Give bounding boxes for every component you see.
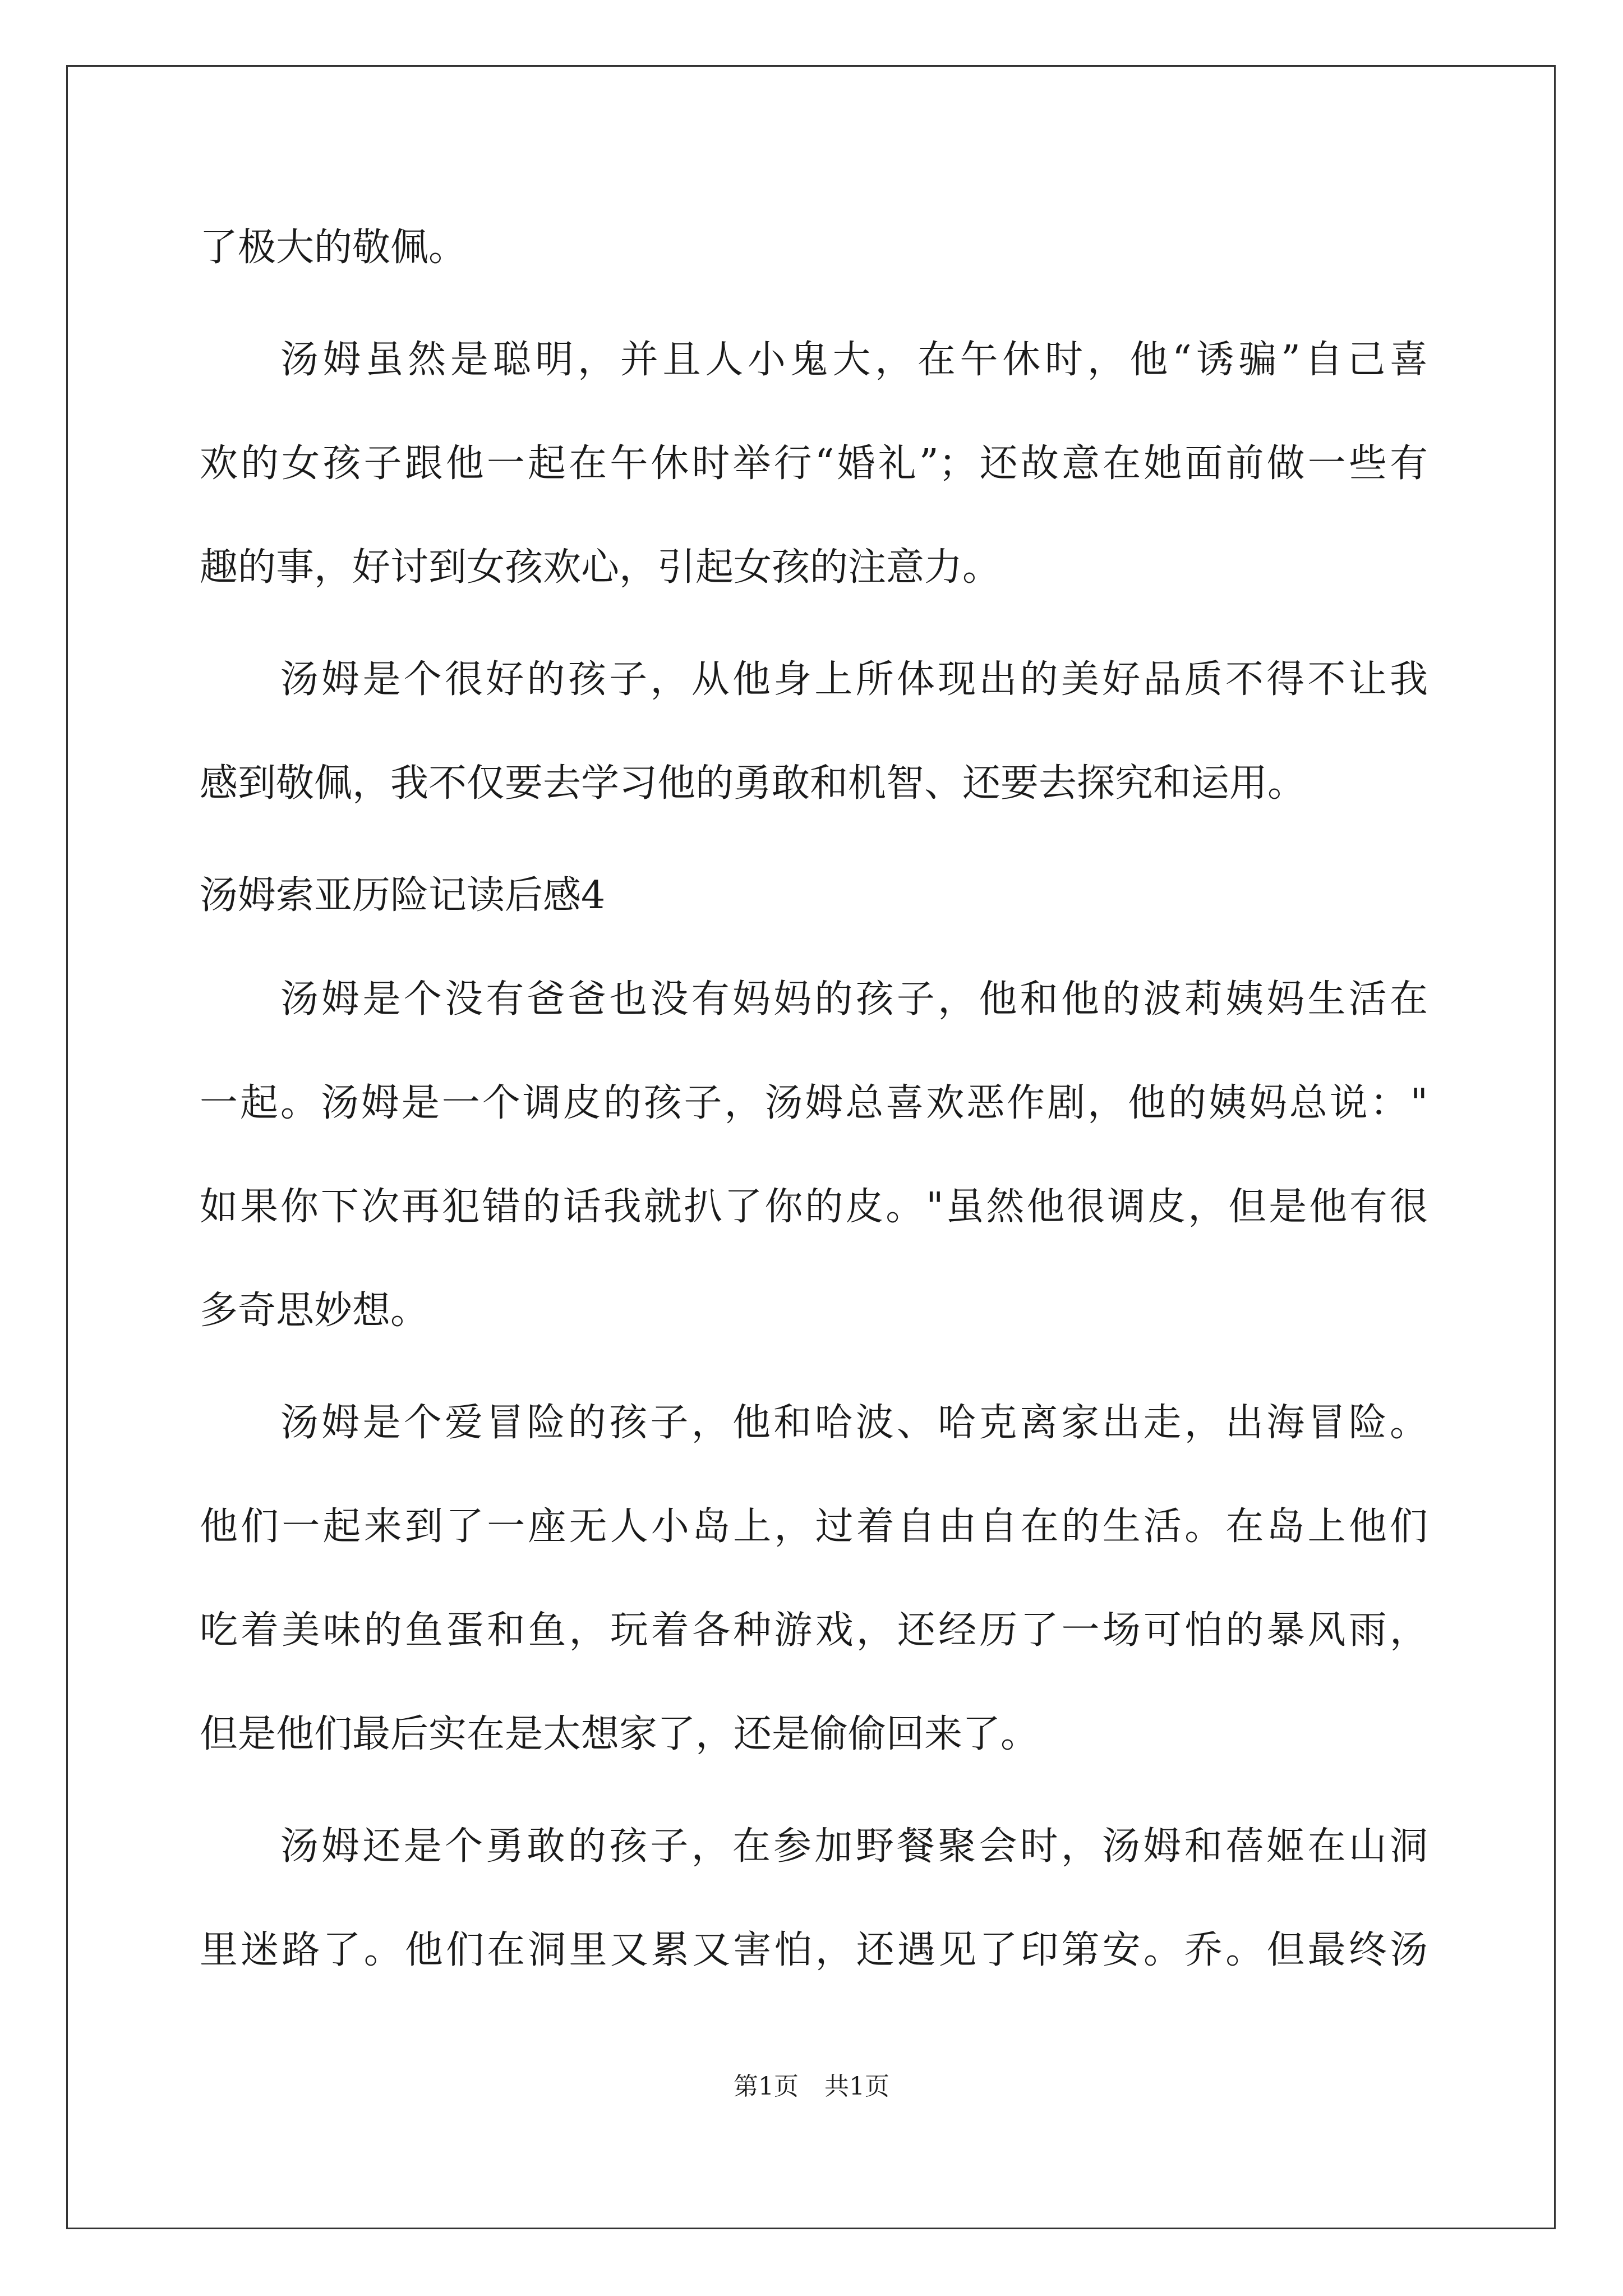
section-heading: 汤姆索亚历险记读后感4 — [200, 873, 606, 918]
text-line: 汤姆虽然是聪明，并且人小鬼大，在午休时，他“诱骗”自己喜 — [280, 338, 1428, 382]
text-line: 如果你下次再犯错的话我就扒了你的皮。"虽然他很调皮，但是他有很 — [200, 1185, 1428, 1229]
text-line: 里迷路了。他们在洞里又累又害怕，还遇见了印第安。乔。但最终汤 — [200, 1928, 1428, 1972]
text-line: 汤姆是个没有爸爸也没有妈妈的孩子，他和他的波莉姨妈生活在 — [280, 977, 1428, 1022]
text-line: 汤姆是个爱冒险的孩子，他和哈波、哈克离家出走，出海冒险。 — [280, 1401, 1428, 1445]
text-line: 感到敬佩，我不仅要去学习他的勇敢和机智、还要去探究和运用。 — [200, 761, 1306, 806]
text-line: 汤姆是个很好的孩子，从他身上所体现出的美好品质不得不让我 — [280, 657, 1428, 702]
text-line: 了极大的敬佩。 — [200, 226, 467, 270]
page-footer — [0, 2070, 1623, 2104]
page-number-current: 第1页 — [734, 2072, 799, 2101]
text-line: 欢的女孩子跟他一起在午休时举行“婚礼”；还故意在她面前做一些有 — [200, 441, 1428, 486]
text-line: 他们一起来到了一座无人小岛上，过着自由自在的生活。在岛上他们 — [200, 1504, 1428, 1549]
text-line: 一起。汤姆是一个调皮的孩子，汤姆总喜欢恶作剧，他的姨妈总说：" — [200, 1081, 1428, 1125]
text-line: 吃着美味的鱼蛋和鱼，玩着各种游戏，还经历了一场可怕的暴风雨， — [200, 1608, 1428, 1653]
text-line: 汤姆还是个勇敢的孩子，在参加野餐聚会时，汤姆和蓓姬在山洞 — [280, 1824, 1428, 1869]
text-line: 但是他们最后实在是太想家了，还是偷偷回来了。 — [200, 1712, 1039, 1756]
text-line: 趣的事，好讨到女孩欢心，引起女孩的注意力。 — [200, 545, 1001, 590]
text-line: 多奇思妙想。 — [200, 1289, 429, 1333]
page-number-total: 共1页 — [824, 2072, 889, 2101]
